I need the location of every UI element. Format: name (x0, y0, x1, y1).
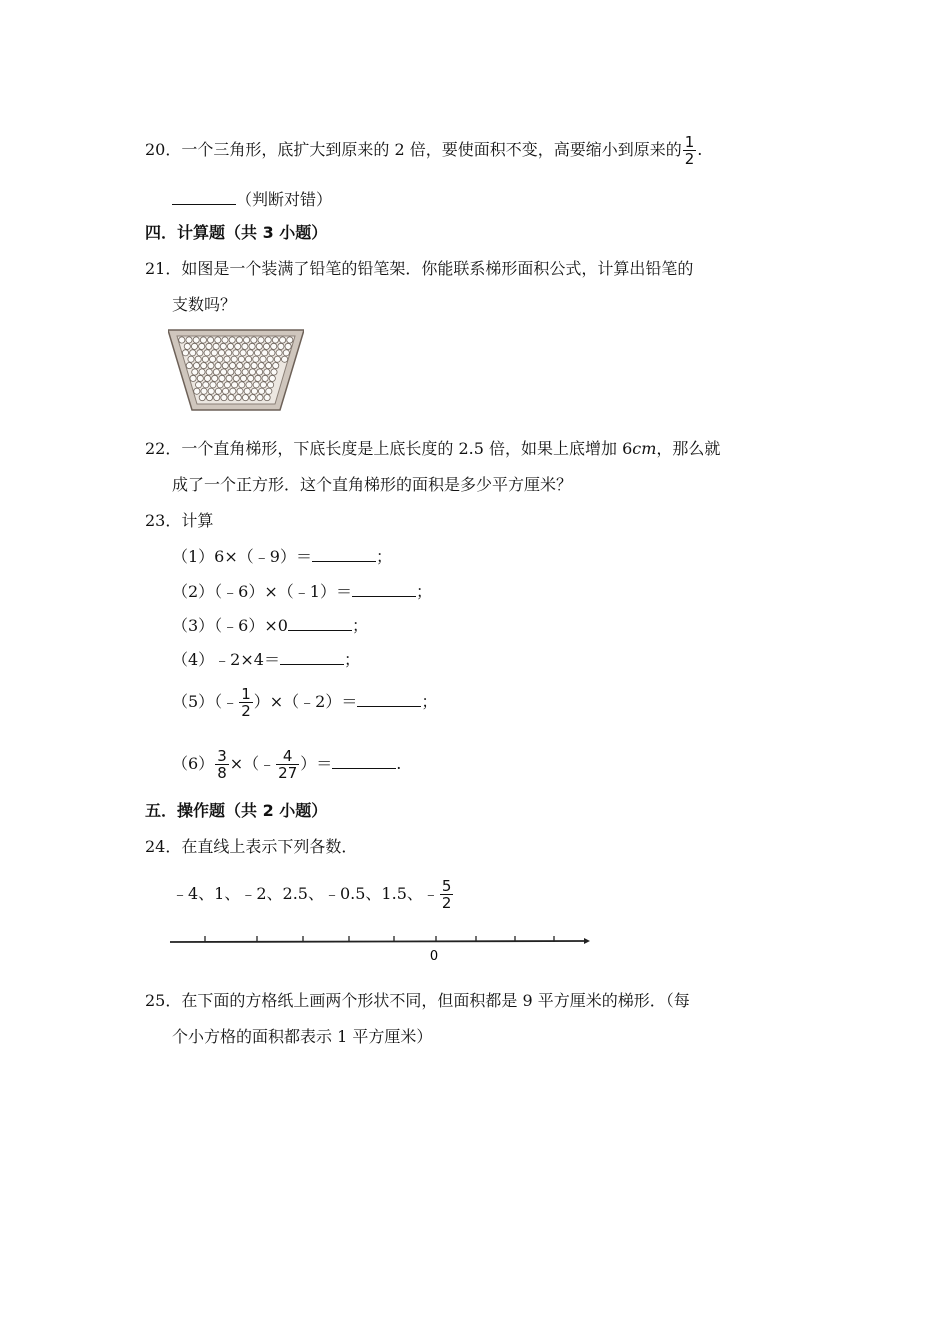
pencil-end (190, 375, 196, 381)
pencil-end (257, 369, 263, 375)
fraction-three-eighths: $\frac{3}{8}$ (217, 747, 227, 782)
section-4-title: 四．计算题（共 3 小题） (145, 223, 328, 242)
pencil-end (200, 337, 206, 343)
pencil-end (258, 363, 264, 369)
pencil-end (242, 395, 248, 401)
question-23-item-6: （6） $\frac{3}{8}$ ×（﹣ $\frac{4}{27}$ ）＝ . (172, 747, 402, 782)
question-23-item-4: （4）﹣2×4＝ ； (172, 650, 360, 669)
pencil-end (229, 363, 235, 369)
pencil-end (264, 395, 270, 401)
pencil-end (239, 382, 245, 388)
pencil-end (206, 369, 212, 375)
question-21-line1: 21．如图是一个装满了铅笔的铅笔架．你能联系梯形面积公式，计算出铅笔的 (145, 259, 694, 278)
question-20: 20．一个三角形，底扩大到原来的 2 倍，要使面积不变，高要缩小到原来的 $\frac{1}{2}$ . (145, 133, 703, 168)
pencil-end (208, 337, 214, 343)
question-22-line2: 成了一个正方形．这个直角梯形的面积是多少平方厘米？ (172, 475, 573, 494)
number-line-arrow (584, 938, 590, 944)
pencil-end (195, 356, 201, 362)
question-25-line2: 个小方格的面积都表示 1 平方厘米） (172, 1027, 433, 1046)
pencil-end (231, 356, 237, 362)
pencil-end (201, 363, 207, 369)
pencil-end (258, 337, 264, 343)
fraction-five-halves: $\frac{5}{2}$ (441, 877, 452, 912)
answer-blank[interactable] (288, 614, 352, 631)
pencil-end (235, 343, 241, 349)
pencil-end (208, 363, 214, 369)
pencil-end (210, 382, 216, 388)
pencil-end (182, 350, 188, 356)
fraction-one-half: $\frac{1}{2}$ (684, 133, 695, 168)
pencil-end (194, 388, 200, 394)
pencil-end (222, 337, 228, 343)
pencil-end (240, 375, 246, 381)
pencil-end (186, 363, 192, 369)
pencil-end (221, 369, 227, 375)
pencil-end (217, 382, 223, 388)
pencil-end (253, 382, 259, 388)
pencil-end (219, 375, 225, 381)
pencil-end (280, 337, 286, 343)
pencil-end (248, 375, 254, 381)
pencil-end (250, 395, 256, 401)
pencil-end (244, 388, 250, 394)
pencil-end (202, 356, 208, 362)
pencil-end (228, 369, 234, 375)
pencil-holder-figure (168, 328, 304, 412)
pencil-end (271, 369, 277, 375)
pencil-end (237, 363, 243, 369)
pencil-end (240, 350, 246, 356)
pencil-end (276, 350, 282, 356)
pencil-end (233, 350, 239, 356)
pencil-end (179, 337, 185, 343)
pencil-end (191, 343, 197, 349)
answer-blank[interactable] (332, 752, 396, 769)
question-23-item-2: （2）（﹣6）×（﹣1）＝ ； (172, 582, 432, 601)
pencil-end (235, 395, 241, 401)
pencil-end (228, 395, 234, 401)
question-23-title: 23．计算 (145, 511, 214, 530)
pencil-end (206, 395, 212, 401)
pencil-end (190, 350, 196, 356)
pencil-end (206, 343, 212, 349)
pencil-end (197, 375, 203, 381)
pencil-end (236, 337, 242, 343)
unit-cm: cm (632, 439, 657, 458)
question-20-text: 20．一个三角形，底扩大到原来的 2 倍，要使面积不变，高要缩小到原来的 (145, 140, 682, 159)
pencil-end (251, 388, 257, 394)
pencil-end (193, 363, 199, 369)
pencil-end (267, 356, 273, 362)
fraction-four-twentysevenths: $\frac{4}{27}$ (278, 747, 298, 782)
pencil-end (204, 350, 210, 356)
pencil-end (272, 337, 278, 343)
pencil-end (242, 369, 248, 375)
pencil-end (201, 388, 207, 394)
pencil-end (244, 363, 250, 369)
pencil-end (287, 337, 293, 343)
pencil-end (192, 369, 198, 375)
pencil-end (256, 343, 262, 349)
pencil-end (193, 337, 199, 343)
number-line[interactable] (168, 928, 593, 964)
pencil-end (235, 369, 241, 375)
pencil-end (244, 337, 250, 343)
pencil-end (242, 343, 248, 349)
answer-blank[interactable] (280, 648, 344, 665)
pencil-end (269, 350, 275, 356)
pencil-end (251, 337, 257, 343)
pencil-end (233, 375, 239, 381)
question-25-line1: 25．在下面的方格纸上画两个形状不同，但面积都是 9 平方厘米的梯形．（每 (145, 991, 690, 1010)
pencil-end (255, 375, 261, 381)
pencil-end (274, 356, 280, 362)
pencil-end (213, 343, 219, 349)
pencil-end (211, 350, 217, 356)
pencil-end (214, 395, 220, 401)
pencil-end (220, 343, 226, 349)
pencil-end (230, 388, 236, 394)
pencil-end (260, 356, 266, 362)
pencil-end (262, 375, 268, 381)
pencil-end (271, 343, 277, 349)
pencil-end (229, 337, 235, 343)
question-22-line1: 22．一个直角梯形，下底长度是上底长度的 2.5 倍，如果上底增加 6cm，那么就 (145, 439, 721, 458)
pencil-end (210, 356, 216, 362)
pencil-end (283, 350, 289, 356)
pencil-end (249, 369, 255, 375)
pencil-end (264, 369, 270, 375)
question-24-title: 24．在直线上表示下列各数． (145, 837, 358, 856)
pencil-end (212, 375, 218, 381)
pencil-end (224, 382, 230, 388)
pencil-end (265, 337, 271, 343)
pencil-end (188, 356, 194, 362)
pencil-end (238, 356, 244, 362)
pencil-end (263, 343, 269, 349)
pencil-end (259, 388, 265, 394)
pencil-end (232, 382, 238, 388)
pencil-end (226, 350, 232, 356)
answer-blank[interactable] (352, 580, 416, 597)
question-24-numbers: ﹣4、1、﹣2、2.5、﹣0.5、1.5、﹣ $\frac{5}{2}$ (172, 877, 452, 912)
pencil-end (208, 388, 214, 394)
pencil-end (278, 343, 284, 349)
pencil-end (217, 356, 223, 362)
pencil-end (273, 363, 279, 369)
pencil-end (196, 382, 202, 388)
number-line-zero-label: 0 (429, 949, 439, 964)
question-23-item-5: （5）（﹣ $\frac{1}{2}$ ）×（﹣2）＝ ； (172, 685, 438, 720)
pencil-end (227, 343, 233, 349)
pencil-end (213, 369, 219, 375)
pencil-end (186, 337, 192, 343)
pencil-end (221, 395, 227, 401)
pencil-end (199, 395, 205, 401)
pencil-end (237, 388, 243, 394)
pencil-end (215, 337, 221, 343)
pencil-end (249, 343, 255, 349)
answer-blank[interactable] (357, 690, 421, 707)
pencil-end (203, 382, 209, 388)
question-21-line2: 支数吗？ (172, 295, 237, 314)
pencil-end (247, 350, 253, 356)
question-20-answer: （判断对错） (172, 188, 332, 211)
section-5-title: 五．操作题（共 2 小题） (145, 801, 328, 820)
pencil-end (197, 350, 203, 356)
pencil-end (282, 356, 288, 362)
pencil-end (257, 395, 263, 401)
pencil-end (204, 375, 210, 381)
pencil-end (215, 388, 221, 394)
pencil-end (253, 356, 259, 362)
pencil-end (218, 350, 224, 356)
pencil-end (184, 343, 190, 349)
pencil-end (246, 382, 252, 388)
number-line-axis (170, 941, 584, 942)
pencil-end (269, 375, 275, 381)
pencil-end (268, 382, 274, 388)
pencil-end (199, 369, 205, 375)
pencil-end (223, 388, 229, 394)
fraction-one-half: $\frac{1}{2}$ (241, 685, 251, 720)
pencil-end (246, 356, 252, 362)
answer-blank[interactable] (312, 545, 376, 562)
question-23-item-3: （3）（﹣6）×0 ； (172, 616, 368, 635)
answer-blank[interactable] (172, 188, 236, 205)
pencil-end (266, 388, 272, 394)
pencil-end (226, 375, 232, 381)
pencil-end (199, 343, 205, 349)
pencil-end (260, 382, 266, 388)
pencil-end (285, 343, 291, 349)
pencil-end (215, 363, 221, 369)
pencil-end (224, 356, 230, 362)
pencil-end (251, 363, 257, 369)
pencil-end (254, 350, 260, 356)
pencil-end (262, 350, 268, 356)
question-23-item-1: （1）6×（﹣9）＝ ； (172, 547, 392, 566)
pencil-end (222, 363, 228, 369)
pencil-end (265, 363, 271, 369)
